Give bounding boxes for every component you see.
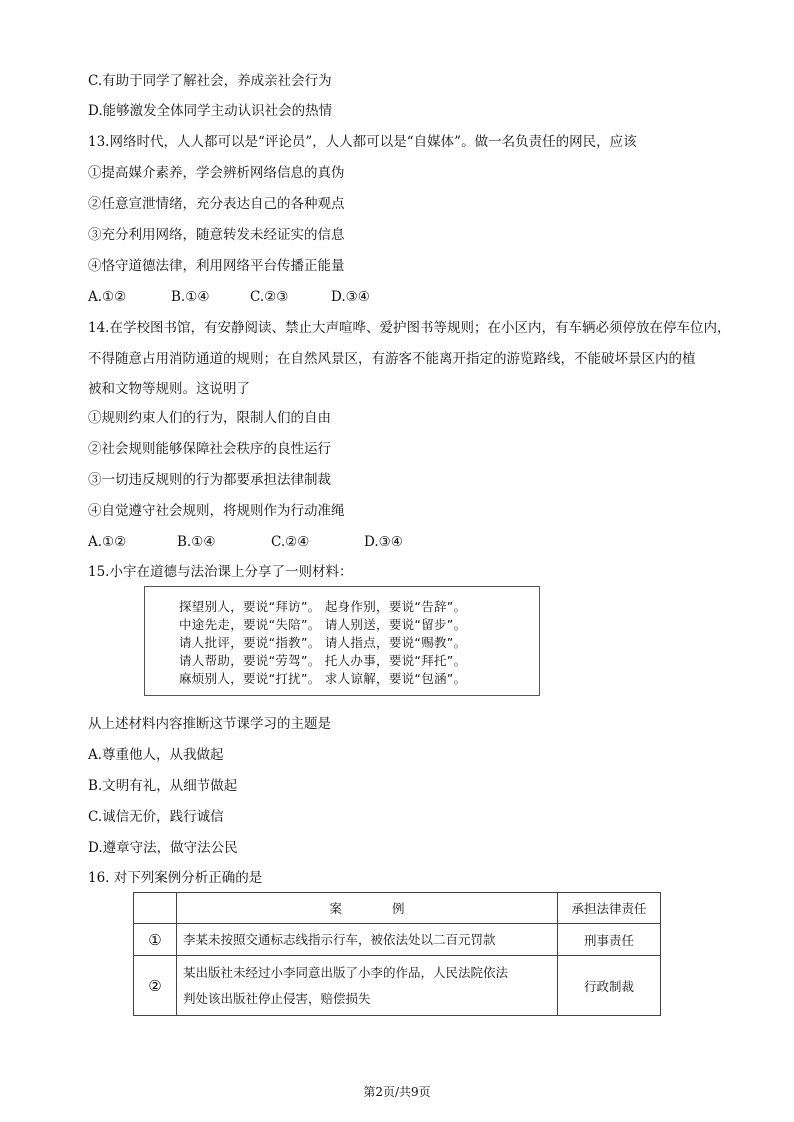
q14-option-a: A.①②: [88, 534, 127, 550]
q15-material-line: 探望别人，要说“拜访”。 起身作别，要说“告辞”。: [179, 599, 467, 614]
table-header-responsibility: 承担法律责任: [558, 893, 661, 924]
table-cell-case-line: 某出版社未经过小李同意出版了小李的作品，人民法院依法: [183, 964, 509, 980]
table-header-number: [134, 893, 177, 924]
q13-option-b: B.①④: [171, 289, 210, 305]
table-cell-number: ②: [134, 956, 177, 1016]
q15-material-line: 请人批评，要说“指教”。 请人指点，要说“赐教”。: [179, 635, 467, 650]
q13-option-c: C.②③: [250, 289, 289, 305]
q14-stem-line-3: 被和文物等规则。这说明了: [88, 381, 250, 397]
q16-stem: 16. 对下列案例分析正确的是: [88, 870, 263, 886]
q13-item: ③充分利用网络，随意转发未经证实的信息: [88, 227, 345, 243]
q13-options: [88, 288, 370, 306]
q15-material-line: 中途先走，要说“失陪”。 请人别送，要说“留步”。: [179, 617, 467, 632]
q15-material-line: 麻烦别人，要说“打扰”。 求人谅解，要说“包涵”。: [179, 671, 467, 686]
q14-item: ④自觉遵守社会规则，将规则作为行动准绳: [88, 503, 345, 519]
q14-item: ①规则约束人们的行为，限制人们的自由: [88, 410, 331, 426]
q12-option-c: C.有助于同学了解社会，养成亲社会行为: [88, 73, 332, 89]
q14-item: ②社会规则能够保障社会秩序的良性运行: [88, 441, 331, 457]
q16-case-table: [133, 892, 661, 1016]
page-footer: 第2页/共9页: [363, 1085, 431, 1099]
q14-stem-line-1: 14.在学校图书馆，有安静阅读、禁止大声喧哗、爱护图书等规则；在小区内，有车辆必须停放在停车位内，: [88, 320, 731, 336]
q14-item: ③一切违反规则的行为都要承担法律制裁: [88, 472, 331, 488]
q14-option-d: D.③④: [364, 534, 403, 550]
q15-choice-d: D.遵章守法，做守法公民: [88, 840, 238, 856]
q13-option-a: A.①②: [88, 289, 127, 305]
q13-item: ①提高媒介素养，学会辨析网络信息的真伪: [88, 165, 345, 181]
table-cell-responsibility: 行政制裁: [558, 956, 661, 1016]
table-row: [134, 924, 661, 956]
table-cell-case: [177, 956, 558, 1016]
table-cell-responsibility: 刑事责任: [558, 924, 661, 956]
q15-material-box: [144, 586, 540, 696]
q14-options: [88, 533, 403, 551]
q15-stem: 15.小宇在道德与法治课上分享了一则材料：: [88, 564, 353, 580]
q13-item: ④恪守道德法律，利用网络平台传播正能量: [88, 258, 345, 274]
table-header-row: [134, 893, 661, 924]
table-cell-case: 李某未按照交通标志线指示行车，被依法处以二百元罚款: [177, 924, 558, 956]
q13-item: ②任意宣泄情绪，充分表达自己的各种观点: [88, 196, 345, 212]
q13-option-d: D.③④: [331, 289, 370, 305]
q15-choice-a: A.尊重他人，从我做起: [88, 747, 224, 763]
q15-material-line: 请人帮助，要说“劳驾”。 托人办事，要说“拜托”。: [179, 653, 467, 668]
q15-choice-b: B.文明有礼，从细节做起: [88, 778, 238, 794]
q15-question: 从上述材料内容推断这节课学习的主题是: [88, 716, 331, 732]
table-row: [134, 956, 661, 1016]
q15-choice-c: C.诚信无价，践行诚信: [88, 809, 224, 825]
q14-option-c: C.②④: [271, 534, 310, 550]
q14-stem-line-2: 不得随意占用消防通道的规则；在自然风景区，有游客不能离开指定的游览路线，不能破坏景区内的植: [88, 351, 696, 367]
q12-option-d: D.能够激发全体同学主动认识社会的热情: [88, 103, 333, 119]
table-cell-number: ①: [134, 924, 177, 956]
table-cell-case-line: 判处该出版社停止侵害，赔偿损失: [183, 990, 371, 1006]
q13-stem: 13.网络时代，人人都可以是“评论员”，人人都可以是“自媒体”。做一名负责任的网民，应该: [88, 134, 637, 150]
table-header-case: 案 例: [177, 893, 558, 924]
q14-option-b: B.①④: [177, 534, 216, 550]
